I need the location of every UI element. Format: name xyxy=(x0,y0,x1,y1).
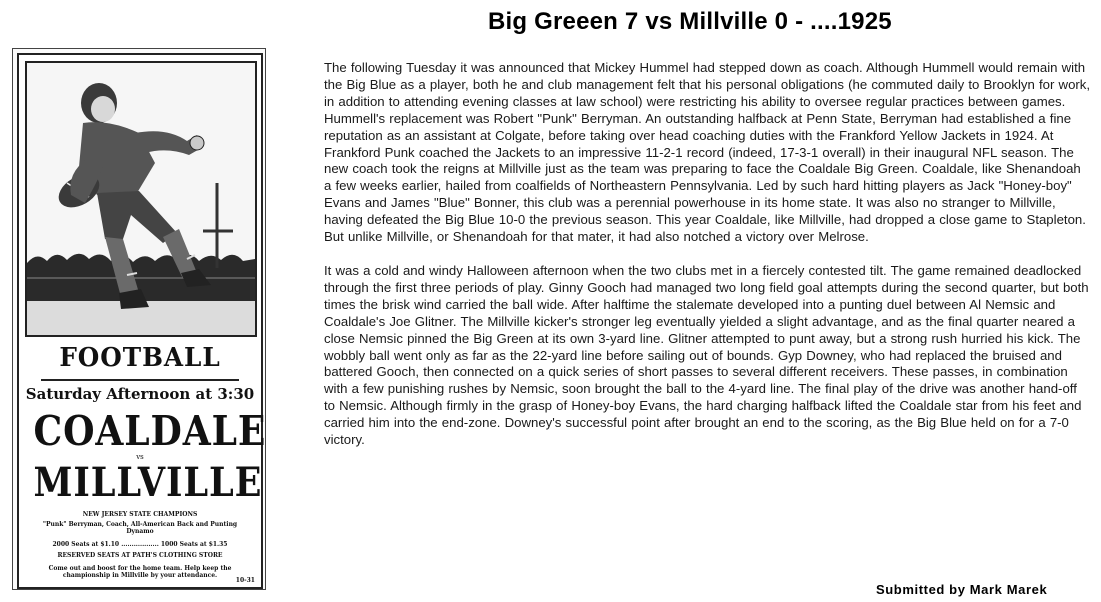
article-paragraph-1: The following Tuesday it was announced that Mickey Hummel had stepped down as coach. Although Hummell would remain with the Big Blue as a player, both he and club management felt that his personal obligations (he commuted daily to Brooklyn for work, in addition to attending evening classes at law school) were restricting his ability to oversee regular practices between games. Hummell's replacement was Robert "Punk" Berryman. An outstanding halfback at Penn State, Berryman had established a fine reputation as an assistant at Colgate, before taking over head coaching duties with the Frankford Yellow Jackets in 1924. At Frankford Punk coached the Jackets to an impressive 11-2-1 record (indeed, 17-3-1 overall) in their inaugural NFL season. The new coach took the reigns at Millville just as the team was preparing to face the Coaldale Big Green. Coaldale, like Shenandoah a few weeks earlier, hailed from coalfields of Northeastern Pennsylvania. Led by such hard hitting players as Jack "Honey-boy" Evans and James "Blue" Bonner, this club was a perennial powerhouse in its home state. It was also no stranger to Millville, having defeated the Big Blue 10-0 the previous season. This year Coaldale, like Millville, had dropped a close game to Stapleton. But unlike Millville, or Shenandoah for that mater, it had also notched a victory over Melrose. xyxy=(324,60,1091,245)
ad-divider xyxy=(41,379,239,381)
ad-time: Saturday Afternoon at 3:30 xyxy=(25,385,255,403)
ad-date: 10-31 xyxy=(235,577,255,584)
newspaper-ad xyxy=(12,48,266,590)
player-drawing xyxy=(27,63,255,335)
ad-headline: FOOTBALL xyxy=(59,343,221,373)
ad-reserved-seats: RESERVED SEATS AT PATH'S CLOTHING STORE xyxy=(57,552,223,559)
ad-coach-line: "Punk" Berryman, Coach, All-American Back and Punting Dynamo xyxy=(42,521,238,535)
ad-frame xyxy=(17,53,267,589)
ad-champions-line: NEW JERSEY STATE CHAMPIONS xyxy=(82,511,198,518)
page-title: Big Greeen 7 vs Millville 0 - ....1925 xyxy=(488,8,892,35)
football-player-illustration xyxy=(25,61,257,337)
ad-team-coaldale: COALDALE xyxy=(33,407,267,455)
article-paragraph-2: It was a cold and windy Halloween afternoon when the two clubs met in a fiercely contested tilt. The game remained deadlocked through the first three periods of play. Ginny Gooch had managed two long field goal attempts during the second quarter, but both times the brisk wind carried the ball wide. After halftime the stalemate developed into a punting duel between Al Nemsic and Coaldale's Joe Glitner. The Millville kicker's stronger leg eventually yielded a slight advantage, and as the final quarter neared a close Nemsic pinned the Big Green at its own 3-yard line. Glitner attempted to punt away, but a strong rush hurried his kick. The wobbly ball went only as far as the 22-yard line before sailing out of bounds. Gyp Downey, who had replaced the bruised and battered Gooch, then connected on a quick series of short passes to several different receivers. These passes, in combination with a few punishing rushes by Nemsic, soon brought the ball to the 4-yard line. The final play of the drive was another hand-off to Nemsic. Although firmly in the grasp of Honey-boy Evans, the hard charging halfback lifted the Coaldale star from his feet and carried him into the end-zone. Downey's successful point after brought an end to the scoring, as the Big Blue held on for a 7-0 victory. xyxy=(324,262,1089,448)
ad-seat-prices: 2000 Seats at $1.10 .................. 1000 Seats at $1.35 xyxy=(52,541,228,548)
credit-line: Submitted by Mark Marek xyxy=(876,582,1048,597)
ad-promo-text: Come out and boost for the home team. Help keep the championship in Millville by your attendance. xyxy=(48,565,232,579)
ad-vs: vs xyxy=(136,453,144,461)
article-body xyxy=(324,60,1092,449)
ad-team-millville: MILLVILLE xyxy=(33,459,263,506)
